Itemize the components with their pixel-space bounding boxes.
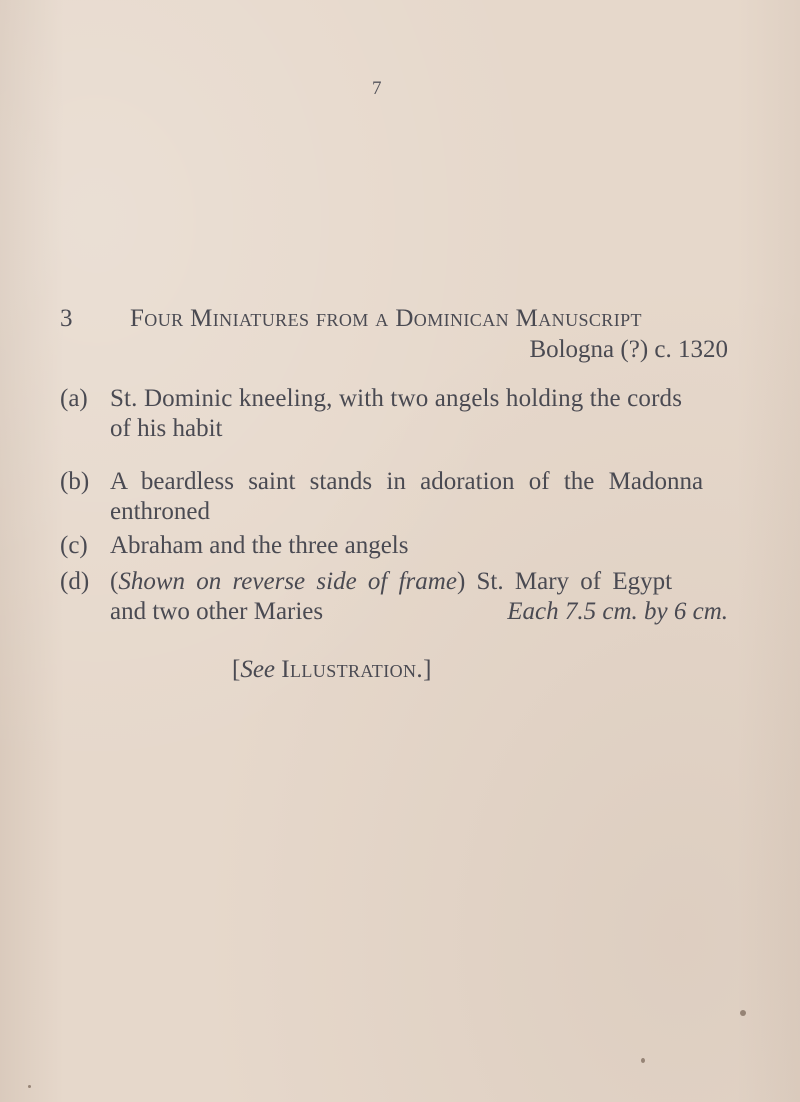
item-d-line1-rest: ) St. Mary of Egypt — [456, 568, 673, 595]
item-a-label: (a) — [60, 385, 88, 412]
paper-speck — [28, 1085, 31, 1088]
item-c-label: (c) — [60, 532, 88, 559]
item-d-line2: and two other Maries — [110, 598, 324, 625]
page-number: 7 — [372, 78, 382, 99]
item-d-italic-note: Shown on reverse side of frame — [118, 568, 457, 595]
item-b-line1: A beardless saint stands in adoration of the Madonna — [110, 468, 704, 495]
illustration-see: See — [240, 656, 276, 683]
paper-speck — [641, 1058, 645, 1063]
item-a-line2: of his habit — [110, 415, 223, 442]
item-d-line1 — [110, 567, 672, 597]
item-d-dimensions: Each 7.5 cm. by 6 cm. — [507, 598, 728, 625]
illustration-note — [232, 655, 431, 685]
illustration-bracket-open: [ — [232, 656, 241, 683]
entry-title: Four Miniatures from a Dominican Manuscript — [130, 305, 642, 332]
item-c-line1: Abraham and the three angels — [110, 532, 409, 559]
entry-origin: Bologna (?) c. 1320 — [529, 336, 728, 363]
illustration-label: Illustration. — [281, 656, 424, 683]
entry-number: 3 — [60, 305, 73, 332]
item-d-paren-open: ( — [110, 568, 119, 595]
paper-speck — [740, 1010, 746, 1016]
item-b-line2: enthroned — [110, 498, 210, 525]
illustration-bracket-close: ] — [423, 656, 432, 683]
item-a-line1: St. Dominic kneeling, with two angels holding the cords — [110, 385, 683, 412]
item-d-label: (d) — [60, 568, 90, 595]
item-b-label: (b) — [60, 468, 90, 495]
